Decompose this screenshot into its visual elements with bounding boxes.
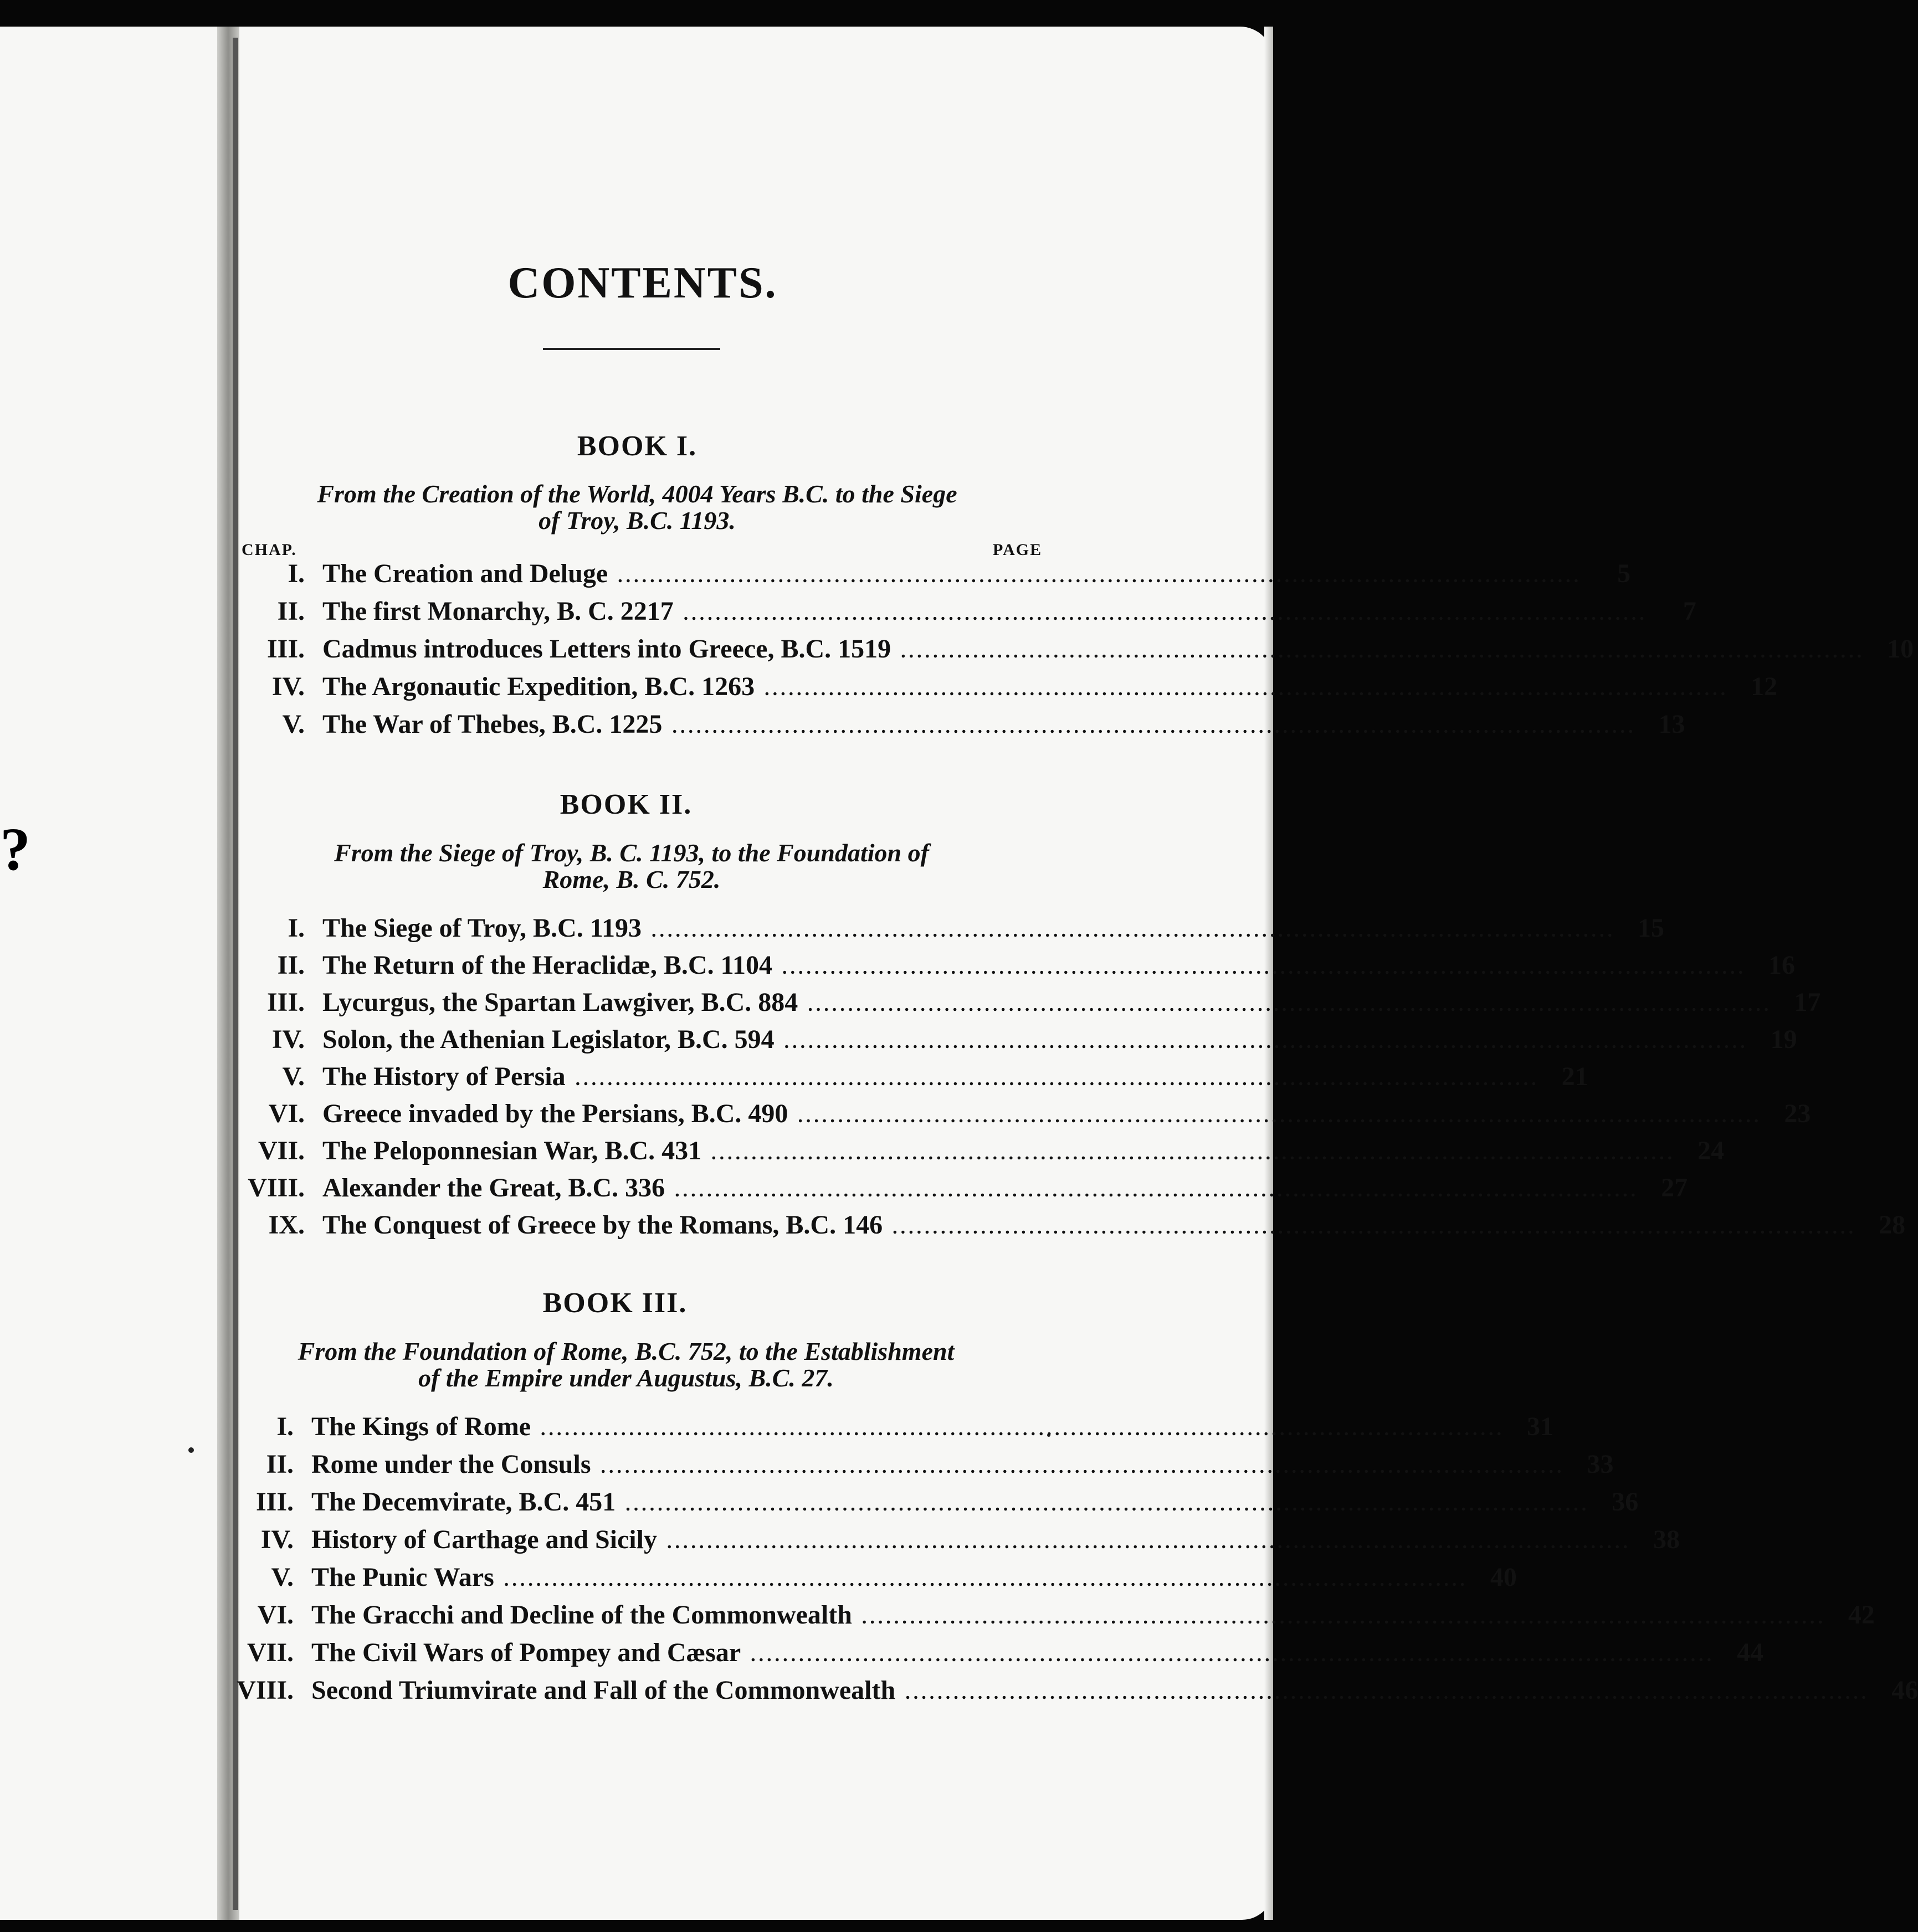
page-number: 42 xyxy=(1848,1600,1875,1630)
dot-leader: ........................................................................................................................ xyxy=(541,1419,1505,1440)
chapter-row xyxy=(222,1098,1811,1134)
chapter-number: III. xyxy=(266,988,305,1017)
page-number: 46 xyxy=(1891,1676,1918,1705)
chapter-row xyxy=(233,558,1631,594)
page-number: 31 xyxy=(1527,1412,1553,1441)
chapter-number: III. xyxy=(255,1487,294,1517)
page-number: 44 xyxy=(1737,1638,1764,1667)
chapter-row xyxy=(211,1600,1875,1635)
dot-leader: ........................................................................................................................ xyxy=(683,604,1648,624)
chapter-number: I. xyxy=(288,913,305,943)
book-description-line: From the Creation of the World, 4004 Years B.C. to the Siege xyxy=(317,480,957,508)
chapter-title: Alexander the Great, B.C. 336 xyxy=(322,1173,665,1203)
page-number: 28 xyxy=(1879,1210,1906,1240)
page-number: 12 xyxy=(1751,672,1778,701)
page-number: 38 xyxy=(1653,1525,1680,1554)
book-description xyxy=(238,840,1025,893)
book-description-line: From the Foundation of Rome, B.C. 752, to the Establishment xyxy=(298,1337,955,1365)
dot-leader: ........................................................................................................................ xyxy=(652,921,1616,941)
dot-leader: ........................................................................................................................ xyxy=(798,1106,1762,1127)
page-number: 10 xyxy=(1887,634,1914,664)
page-number: 21 xyxy=(1561,1062,1588,1091)
chapter-column-label: CHAP. xyxy=(242,541,297,559)
chapter-title: The Siege of Troy, B.C. 1193 xyxy=(322,913,642,943)
chapter-title: The Argonautic Expedition, B.C. 1263 xyxy=(322,672,755,701)
page-title: CONTENTS. xyxy=(507,259,778,307)
dot-leader: ........................................................................................................................ xyxy=(808,995,1772,1015)
book-description-line: of Troy, B.C. 1193. xyxy=(539,506,736,535)
page-number: 13 xyxy=(1658,710,1685,739)
chapter-number: VI. xyxy=(257,1600,294,1630)
dot-leader: ........................................................................................................................ xyxy=(765,679,1729,700)
title-rule xyxy=(543,348,720,350)
dot-leader: ........................................................................................................................ xyxy=(672,717,1637,737)
chapter-title: Second Triumvirate and Fall of the Commonwealth xyxy=(311,1676,896,1705)
chapter-number: VIII. xyxy=(248,1173,305,1203)
page-number: 33 xyxy=(1587,1450,1614,1479)
page-number: 5 xyxy=(1617,559,1631,588)
book-description-line: Rome, B. C. 752. xyxy=(542,865,721,893)
chapter-row xyxy=(222,1024,1797,1060)
chapter-title: Rome under the Consuls xyxy=(311,1450,591,1479)
chapter-number: VI. xyxy=(268,1099,305,1128)
book-description-line: From the Siege of Troy, B. C. 1193, to the Foundation of xyxy=(334,839,929,867)
chapter-number: VIII. xyxy=(237,1676,294,1705)
book-heading: BOOK II. xyxy=(560,789,693,820)
chapter-row xyxy=(222,1210,1906,1245)
chapter-row xyxy=(222,1135,1725,1171)
chapter-title: Greece invaded by the Persians, B.C. 490 xyxy=(322,1099,788,1128)
dot-leader: ........................................................................................................................ xyxy=(782,958,1746,978)
dot-leader: ........................................................................................................................ xyxy=(893,1217,1857,1238)
chapter-title: The Punic Wars xyxy=(311,1563,494,1592)
chapter-title: The War of Thebes, B.C. 1225 xyxy=(322,710,663,739)
dot-leader: ........................................................................................................................ xyxy=(618,566,1582,587)
chapter-row xyxy=(211,1487,1639,1522)
chapter-row xyxy=(222,913,1665,948)
chapter-row xyxy=(233,596,1696,631)
chapter-row xyxy=(222,1173,1688,1208)
chapter-title: The Kings of Rome xyxy=(311,1412,531,1441)
chapter-number: II. xyxy=(277,950,305,980)
page-number: 23 xyxy=(1784,1099,1811,1128)
dot-leader: ........................................................................................................................ xyxy=(784,1032,1748,1052)
dot-leader: ........................................................................................................................ xyxy=(675,1180,1639,1201)
chapter-number: V. xyxy=(282,1062,305,1091)
page-number: 24 xyxy=(1698,1136,1725,1165)
chapter-number: II. xyxy=(266,1450,294,1479)
chapter-number: V. xyxy=(271,1563,294,1592)
dot-leader: ........................................................................................................................ xyxy=(711,1143,1676,1164)
book-description xyxy=(227,1338,1025,1391)
page-number: 17 xyxy=(1794,988,1821,1017)
chapter-title: The first Monarchy, B. C. 2217 xyxy=(322,597,674,626)
chapter-row xyxy=(211,1562,1517,1597)
book-heading: BOOK I. xyxy=(577,430,698,462)
contents-page xyxy=(0,27,1918,1920)
chapter-row xyxy=(211,1449,1614,1484)
chapter-title: The Conquest of Greece by the Romans, B.C. 146 xyxy=(322,1210,883,1240)
dot-leader: ........................................................................................................................ xyxy=(901,641,1865,662)
chapter-row xyxy=(211,1637,1764,1673)
chapter-number: I. xyxy=(288,559,305,588)
chapter-number: IV. xyxy=(260,1525,294,1554)
chapter-title: The History of Persia xyxy=(322,1062,566,1091)
chapter-number: VII. xyxy=(258,1136,305,1165)
dot-leader: ........................................................................................................................ xyxy=(751,1645,1715,1666)
chapter-number: III. xyxy=(266,634,305,664)
chapter-number: IV. xyxy=(271,1025,305,1054)
dot-leader: ........................................................................................................................ xyxy=(666,1532,1631,1553)
chapter-row xyxy=(233,709,1685,744)
chapter-title: The Gracchi and Decline of the Commonwealth xyxy=(311,1600,852,1630)
page-number: 7 xyxy=(1683,597,1696,626)
dot-leader: ........................................................................................................................ xyxy=(625,1494,1590,1515)
chapter-row xyxy=(233,671,1778,707)
chapter-title: History of Carthage and Sicily xyxy=(311,1525,657,1554)
chapter-row xyxy=(222,1061,1588,1097)
chapter-title: Cadmus introduces Letters into Greece, B.C. 1519 xyxy=(322,634,891,664)
chapter-row xyxy=(222,987,1821,1022)
chapter-number: I. xyxy=(276,1412,294,1441)
dot-leader: ........................................................................................................................ xyxy=(601,1457,1565,1477)
chapter-number: II. xyxy=(277,597,305,626)
dot-leader: ........................................................................................................................ xyxy=(861,1607,1826,1628)
chapter-row xyxy=(222,950,1795,985)
chapter-number: V. xyxy=(282,710,305,739)
chapter-row xyxy=(211,1524,1680,1560)
chapter-number: VII. xyxy=(247,1638,294,1667)
chapter-title: The Creation and Deluge xyxy=(322,559,608,588)
book-description-line: of the Empire under Augustus, B.C. 27. xyxy=(418,1364,834,1392)
book-heading: BOOK III. xyxy=(542,1287,688,1319)
page-number: 15 xyxy=(1638,913,1665,943)
chapter-row xyxy=(211,1675,1918,1710)
dot-leader: ........................................................................................................................ xyxy=(504,1570,1468,1590)
page-number: 40 xyxy=(1490,1563,1517,1592)
chapter-row xyxy=(211,1411,1553,1447)
page-column-label: PAGE xyxy=(993,541,1043,559)
page-number: 27 xyxy=(1661,1173,1688,1203)
dot-leader: ........................................................................................................................ xyxy=(905,1683,1870,1703)
book-page xyxy=(0,27,1918,1920)
chapter-title: The Decemvirate, B.C. 451 xyxy=(311,1487,616,1517)
page-edge-mark: ? xyxy=(0,815,30,883)
chapter-title: The Civil Wars of Pompey and Cæsar xyxy=(311,1638,741,1667)
chapter-number: IX. xyxy=(268,1210,305,1240)
page-number: 36 xyxy=(1612,1487,1639,1517)
page-number: 16 xyxy=(1768,950,1795,980)
book-description xyxy=(244,481,1030,534)
chapter-title: Solon, the Athenian Legislator, B.C. 594 xyxy=(322,1025,775,1054)
chapter-number: IV. xyxy=(271,672,305,701)
chapter-title: The Return of the Heraclidæ, B.C. 1104 xyxy=(322,950,772,980)
chapter-row xyxy=(233,634,1914,669)
chapter-title: Lycurgus, the Spartan Lawgiver, B.C. 884 xyxy=(322,988,798,1017)
dot-leader: ........................................................................................................................ xyxy=(575,1069,1540,1090)
page-number: 19 xyxy=(1770,1025,1797,1054)
chapter-title: The Peloponnesian War, B.C. 431 xyxy=(322,1136,702,1165)
